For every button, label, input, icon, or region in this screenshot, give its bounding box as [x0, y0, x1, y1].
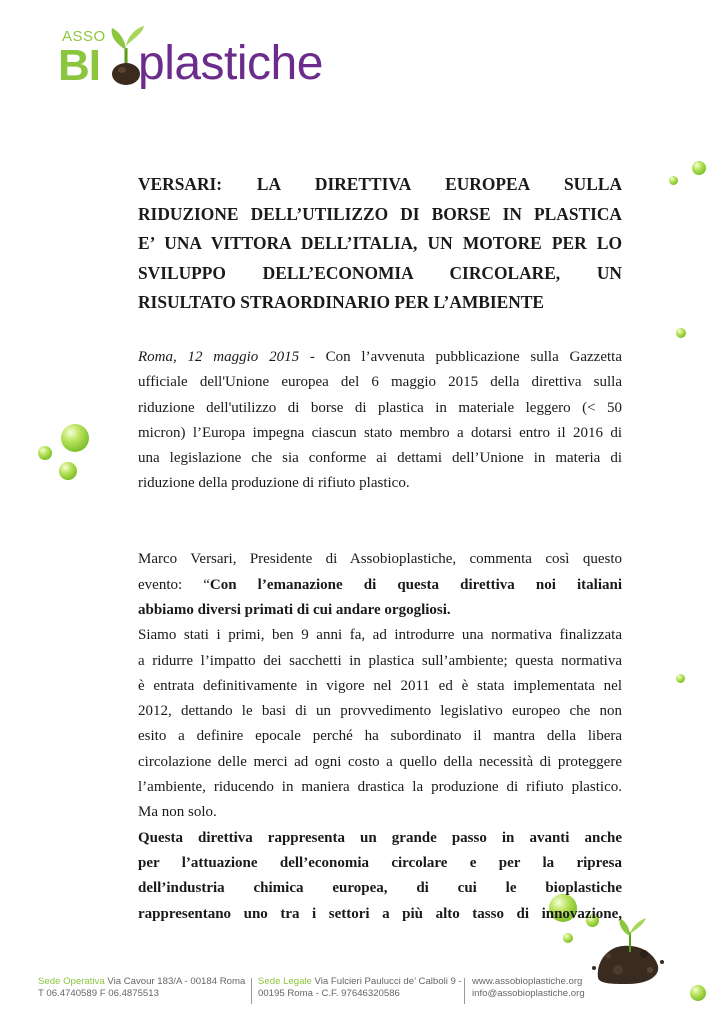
- footer-sede-legale: [258, 976, 462, 1000]
- quote-bold-line: rappresentano uno tra i settori a più alto tasso di innovazione,: [138, 905, 622, 922]
- body-line: [138, 345, 622, 370]
- body-line: Siamo stati i primi, ben 9 anni fa, ad introdurre una normativa finalizzata: [138, 627, 622, 644]
- paragraph-gap: [138, 522, 622, 547]
- body-line: ufficiale dell'Unione europea del 6 maggio 2015 della direttiva sulla: [138, 374, 622, 391]
- title-line: RIDUZIONE DELL’UTILIZZO DI BORSE IN PLASTICA: [138, 203, 622, 224]
- body-line: Ma non solo.: [138, 804, 217, 821]
- body-line: 2012, dettando le basi di un provvedimento legislativo europeo che non: [138, 703, 622, 720]
- footer-label: Sede Legale: [258, 976, 312, 987]
- body-line: è entrata definitivamente in vigore nel 2011 ed è stata implementata nel: [138, 677, 622, 694]
- body-line: [138, 573, 622, 598]
- quote-bold-text: Con l’emanazione di questa direttiva noi italiani: [209, 576, 622, 593]
- body-line: [138, 876, 622, 901]
- body-line: micron) l’Europa impegna ciascun stato membro a dotarsi entro il 2016 di: [138, 424, 622, 441]
- body-text: evento: “: [138, 576, 210, 593]
- body-line: circolazione delle merci ad ogni costo a quello della necessità di proteggere: [138, 753, 622, 770]
- footer-address: Via Cavour 183/A - 00184 Roma: [104, 976, 246, 987]
- footer-phone: T 06.4740589 F 06.4875513: [38, 988, 159, 999]
- body-line: una legislazione che sia conforme ai dettami dell’Unione in materia di: [138, 450, 622, 467]
- footer-divider: [251, 978, 252, 1004]
- decorative-bubble: [38, 446, 52, 460]
- footer-label: Sede Operativa: [38, 976, 105, 987]
- body-line: l’ambiente, riducendo in maniera drastica la produzione di rifiuto plastico.: [138, 779, 622, 796]
- footer-email-link[interactable]: info@assobioplastiche.org: [472, 988, 585, 999]
- quote-bold-line: Questa direttiva rappresenta un grande passo in avanti anche: [138, 829, 622, 846]
- title-line: E’ UNA VITTORA DELL’ITALIA, UN MOTORE PER LO: [138, 233, 622, 254]
- footer-city-cf: 00195 Roma - C.F. 97646320586: [258, 988, 400, 999]
- body-line: riduzione della produzione di rifiuto plastico.: [138, 475, 410, 492]
- decorative-bubble: [692, 161, 706, 175]
- decorative-bubble: [59, 462, 77, 480]
- body-line: Marco Versari, Presidente di Assobioplastiche, commenta così questo: [138, 551, 622, 568]
- quote-bold-line: abbiamo diversi primati di cui andare orgogliosi.: [138, 601, 451, 618]
- title-line: RISULTATO STRAORDINARIO PER L’AMBIENTE: [138, 292, 545, 313]
- quote-bold-text: dell’industria chimica europea: [138, 880, 384, 897]
- footer-divider: [464, 978, 465, 1004]
- press-release-title: [138, 170, 622, 318]
- dateline: Roma, 12 maggio 2015: [138, 349, 300, 365]
- footer-sede-operativa: [38, 976, 245, 1000]
- logo-plastiche-text: plastiche: [138, 37, 323, 90]
- footer-contacts: [472, 976, 585, 1000]
- footer-address: Via Fulcieri Paulucci de’ Calboli 9 -: [311, 976, 462, 987]
- logo-asso-text: ASSO: [62, 28, 106, 45]
- decorative-bubble: [669, 176, 678, 185]
- title-line: VERSARI: LA DIRETTIVA EUROPEA SULLA: [138, 174, 622, 194]
- press-release-body: [138, 345, 622, 927]
- footer-website-link[interactable]: www.assobioplastiche.org: [472, 976, 583, 987]
- letterhead-footer: [38, 976, 698, 1008]
- decorative-bubble: [563, 933, 573, 943]
- decorative-bubble: [61, 424, 89, 452]
- body-line: riduzione dell'utilizzo di borse di plastica in materiale leggero (< 50: [138, 399, 622, 416]
- decorative-bubble: [676, 674, 685, 683]
- body-line: esito a definire epocale perché ha subordinato il mantra della libera: [138, 728, 622, 745]
- body-text: - Con l’avvenuta pubblicazione sulla Gazzetta: [299, 349, 622, 365]
- quote-bold-line: per l’attuazione dell’economia circolare e per la ripresa: [138, 854, 622, 871]
- logo-bio-text: BI: [58, 41, 100, 90]
- body-line: a ridurre l’impatto dei sacchetti in plastica sull’ambiente; questa normativa: [138, 652, 622, 669]
- assobioplastiche-logo: [58, 22, 358, 92]
- paragraph-gap: [138, 497, 622, 522]
- body-text: , di cui le bioplastiche: [383, 880, 622, 897]
- decorative-bubble: [676, 328, 686, 338]
- title-line: SVILUPPO DELL’ECONOMIA CIRCOLARE, UN: [138, 262, 622, 283]
